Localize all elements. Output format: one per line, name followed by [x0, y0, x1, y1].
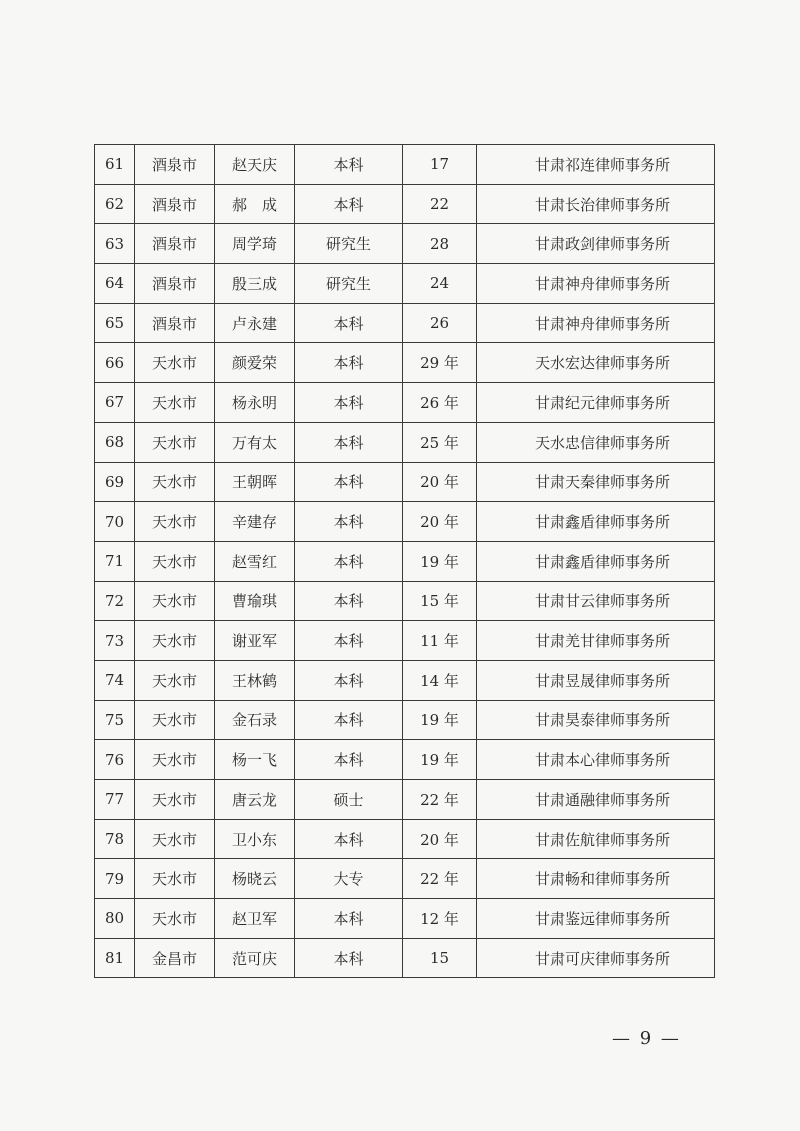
lawyer-name: 杨一飞	[215, 740, 295, 780]
table-row	[95, 303, 715, 343]
row-number: 76	[95, 740, 135, 780]
law-firm-cell: 甘肃可庆律师事务所	[477, 938, 715, 978]
lawyer-name: 卫小东	[215, 819, 295, 859]
law-firm-cell: 甘肃鑫盾律师事务所	[477, 541, 715, 581]
table-row	[95, 462, 715, 502]
lawyer-name: 颜爱荣	[215, 343, 295, 383]
years-cell: 11 年	[403, 621, 477, 661]
education-cell: 本科	[295, 145, 403, 185]
education-cell: 本科	[295, 541, 403, 581]
city-cell: 天水市	[135, 343, 215, 383]
education-cell: 本科	[295, 502, 403, 542]
lawyer-name: 万有太	[215, 422, 295, 462]
city-cell: 天水市	[135, 422, 215, 462]
education-cell: 本科	[295, 184, 403, 224]
law-firm-cell: 甘肃纪元律师事务所	[477, 383, 715, 423]
row-number: 65	[95, 303, 135, 343]
education-cell: 本科	[295, 581, 403, 621]
row-number: 64	[95, 264, 135, 304]
row-number: 77	[95, 780, 135, 820]
years-cell: 26	[403, 303, 477, 343]
lawyer-name: 周学琦	[215, 224, 295, 264]
table-row	[95, 780, 715, 820]
city-cell: 天水市	[135, 740, 215, 780]
years-cell: 20 年	[403, 462, 477, 502]
years-cell: 19 年	[403, 700, 477, 740]
law-firm-cell: 甘肃本心律师事务所	[477, 740, 715, 780]
lawyer-name: 王林鹤	[215, 660, 295, 700]
education-cell: 大专	[295, 859, 403, 899]
row-number: 66	[95, 343, 135, 383]
city-cell: 天水市	[135, 383, 215, 423]
education-cell: 本科	[295, 740, 403, 780]
lawyer-name: 杨晓云	[215, 859, 295, 899]
years-cell: 26 年	[403, 383, 477, 423]
lawyer-name: 赵卫军	[215, 899, 295, 939]
lawyer-name: 辛建存	[215, 502, 295, 542]
law-firm-cell: 甘肃长治律师事务所	[477, 184, 715, 224]
years-cell: 24	[403, 264, 477, 304]
lawyer-name: 唐云龙	[215, 780, 295, 820]
table-row	[95, 145, 715, 185]
law-firm-cell: 甘肃昱晟律师事务所	[477, 660, 715, 700]
years-cell: 25 年	[403, 422, 477, 462]
years-cell: 22	[403, 184, 477, 224]
row-number: 68	[95, 422, 135, 462]
years-cell: 19 年	[403, 541, 477, 581]
city-cell: 天水市	[135, 621, 215, 661]
row-number: 71	[95, 541, 135, 581]
city-cell: 天水市	[135, 700, 215, 740]
lawyer-name: 范可庆	[215, 938, 295, 978]
table-row	[95, 422, 715, 462]
law-firm-cell: 甘肃政剑律师事务所	[477, 224, 715, 264]
lawyer-name: 卢永建	[215, 303, 295, 343]
lawyer-name: 殷三成	[215, 264, 295, 304]
row-number: 61	[95, 145, 135, 185]
table-row	[95, 899, 715, 939]
education-cell: 本科	[295, 899, 403, 939]
law-firm-cell: 甘肃鑫盾律师事务所	[477, 502, 715, 542]
lawyer-name: 赵雪红	[215, 541, 295, 581]
row-number: 70	[95, 502, 135, 542]
years-cell: 20 年	[403, 502, 477, 542]
years-cell: 15	[403, 938, 477, 978]
table-row	[95, 541, 715, 581]
law-firm-cell: 天水宏达律师事务所	[477, 343, 715, 383]
years-cell: 22 年	[403, 859, 477, 899]
lawyer-table-body	[95, 145, 715, 978]
education-cell: 本科	[295, 303, 403, 343]
law-firm-cell: 甘肃畅和律师事务所	[477, 859, 715, 899]
law-firm-cell: 甘肃鉴远律师事务所	[477, 899, 715, 939]
law-firm-cell: 甘肃昊泰律师事务所	[477, 700, 715, 740]
lawyer-name: 杨永明	[215, 383, 295, 423]
education-cell: 本科	[295, 422, 403, 462]
law-firm-cell: 甘肃神舟律师事务所	[477, 303, 715, 343]
lawyer-name: 曹瑜琪	[215, 581, 295, 621]
table-row	[95, 859, 715, 899]
law-firm-cell: 甘肃甘云律师事务所	[477, 581, 715, 621]
table-row	[95, 383, 715, 423]
table-row	[95, 938, 715, 978]
education-cell: 本科	[295, 621, 403, 661]
city-cell: 天水市	[135, 819, 215, 859]
table-row	[95, 224, 715, 264]
law-firm-cell: 甘肃神舟律师事务所	[477, 264, 715, 304]
city-cell: 天水市	[135, 541, 215, 581]
education-cell: 本科	[295, 462, 403, 502]
table-row	[95, 581, 715, 621]
years-cell: 19 年	[403, 740, 477, 780]
row-number: 81	[95, 938, 135, 978]
law-firm-cell: 甘肃羌甘律师事务所	[477, 621, 715, 661]
city-cell: 酒泉市	[135, 303, 215, 343]
city-cell: 天水市	[135, 859, 215, 899]
law-firm-cell: 甘肃天秦律师事务所	[477, 462, 715, 502]
years-cell: 29 年	[403, 343, 477, 383]
law-firm-cell: 甘肃祁连律师事务所	[477, 145, 715, 185]
table-row	[95, 184, 715, 224]
row-number: 78	[95, 819, 135, 859]
lawyer-name: 谢亚军	[215, 621, 295, 661]
education-cell: 本科	[295, 660, 403, 700]
lawyer-table	[94, 144, 715, 978]
years-cell: 14 年	[403, 660, 477, 700]
years-cell: 15 年	[403, 581, 477, 621]
city-cell: 天水市	[135, 462, 215, 502]
lawyer-name: 郝 成	[215, 184, 295, 224]
education-cell: 本科	[295, 819, 403, 859]
city-cell: 天水市	[135, 660, 215, 700]
city-cell: 天水市	[135, 899, 215, 939]
education-cell: 研究生	[295, 224, 403, 264]
row-number: 63	[95, 224, 135, 264]
row-number: 67	[95, 383, 135, 423]
years-cell: 20 年	[403, 819, 477, 859]
city-cell: 天水市	[135, 581, 215, 621]
table-row	[95, 819, 715, 859]
years-cell: 28	[403, 224, 477, 264]
row-number: 75	[95, 700, 135, 740]
law-firm-cell: 甘肃佐航律师事务所	[477, 819, 715, 859]
lawyer-name: 赵天庆	[215, 145, 295, 185]
city-cell: 金昌市	[135, 938, 215, 978]
years-cell: 17	[403, 145, 477, 185]
law-firm-cell: 天水忠信律师事务所	[477, 422, 715, 462]
table-row	[95, 700, 715, 740]
education-cell: 本科	[295, 700, 403, 740]
page-number: — 9 —	[612, 1028, 681, 1049]
table-row	[95, 660, 715, 700]
law-firm-cell: 甘肃通融律师事务所	[477, 780, 715, 820]
table-row	[95, 740, 715, 780]
city-cell: 酒泉市	[135, 145, 215, 185]
row-number: 62	[95, 184, 135, 224]
city-cell: 酒泉市	[135, 264, 215, 304]
row-number: 69	[95, 462, 135, 502]
education-cell: 硕士	[295, 780, 403, 820]
row-number: 80	[95, 899, 135, 939]
city-cell: 天水市	[135, 780, 215, 820]
lawyer-name: 金石录	[215, 700, 295, 740]
row-number: 73	[95, 621, 135, 661]
education-cell: 本科	[295, 938, 403, 978]
row-number: 74	[95, 660, 135, 700]
lawyer-name: 王朝晖	[215, 462, 295, 502]
education-cell: 研究生	[295, 264, 403, 304]
row-number: 79	[95, 859, 135, 899]
city-cell: 酒泉市	[135, 184, 215, 224]
city-cell: 天水市	[135, 502, 215, 542]
table-row	[95, 343, 715, 383]
table-row	[95, 264, 715, 304]
years-cell: 22 年	[403, 780, 477, 820]
education-cell: 本科	[295, 383, 403, 423]
row-number: 72	[95, 581, 135, 621]
city-cell: 酒泉市	[135, 224, 215, 264]
table-row	[95, 621, 715, 661]
table-row	[95, 502, 715, 542]
years-cell: 12 年	[403, 899, 477, 939]
education-cell: 本科	[295, 343, 403, 383]
